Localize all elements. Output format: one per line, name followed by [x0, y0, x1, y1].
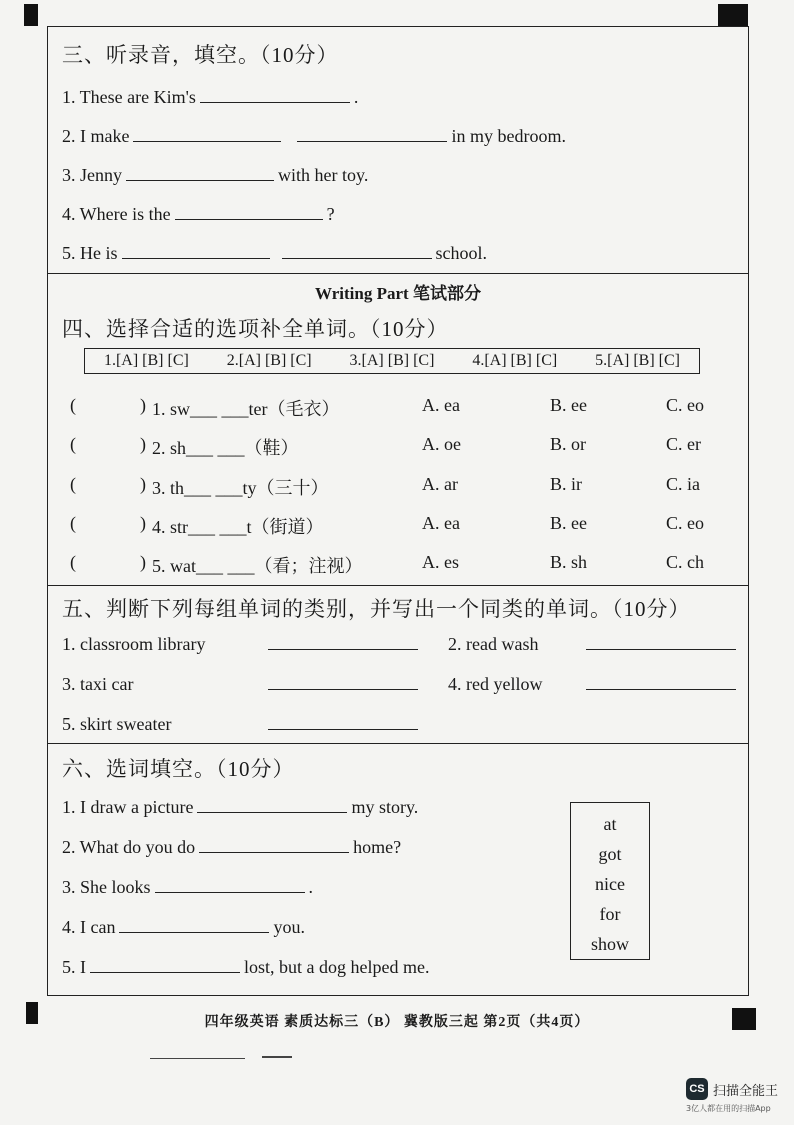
answer-blank[interactable]	[197, 811, 347, 813]
scanner-tagline: 3亿人都在用的扫描App	[686, 1104, 771, 1113]
s6-item-5: 5. I lost, but a dog helped me.	[62, 957, 430, 977]
answer-blank[interactable]	[126, 179, 274, 181]
answer-blank[interactable]	[200, 101, 350, 103]
exam-frame	[47, 26, 749, 996]
bleed-through-line	[262, 1056, 292, 1058]
option-b: B. ee	[550, 513, 587, 533]
word-bank-item: nice	[595, 874, 625, 894]
word-bank-item: show	[590, 934, 629, 954]
word-bank-item: for	[599, 904, 621, 924]
option-c: C. eo	[666, 513, 704, 533]
writing-part-title: Writing Part 笔试部分	[315, 284, 481, 303]
answer-blank[interactable]	[119, 931, 269, 933]
cs-scanner-icon: CS	[686, 1078, 708, 1100]
s6-item-4: 4. I can you.	[62, 917, 305, 937]
bleed-through-line	[150, 1058, 245, 1059]
option-c: C. er	[666, 434, 701, 454]
answer-blank[interactable]	[282, 257, 432, 259]
s5-item-1: 1. classroom library	[62, 634, 422, 655]
answer-slot[interactable]: 4.[A] [B] [C]	[472, 352, 558, 369]
option-b: B. ee	[550, 395, 587, 415]
answer-slot[interactable]: 1.[A] [B] [C]	[103, 352, 189, 369]
s4-item-2: ( ) 2. sh___ ___（鞋） A. oe B. or C. er	[70, 434, 701, 458]
section3-heading: 三、听录音，填空。（10分）	[62, 43, 339, 67]
option-c: C. ch	[666, 552, 704, 572]
option-a: A. es	[422, 552, 459, 572]
s4-item-4: ( ) 4. str___ ___t（街道） A. ea B. ee C. eo	[70, 513, 704, 537]
registration-mark-top-right	[718, 4, 748, 26]
s3-item-1: 1. These are Kim's .	[62, 87, 359, 107]
s3-item-4: 4. Where is the ?	[62, 204, 335, 224]
divider	[48, 743, 748, 744]
option-b: B. or	[550, 434, 586, 454]
option-b: B. sh	[550, 552, 588, 572]
answer-blank[interactable]	[133, 140, 281, 142]
s3-item-2: 2. I make in my bedroom.	[62, 126, 566, 146]
answer-blank[interactable]	[199, 851, 349, 853]
s3-item-5: 5. He is school.	[62, 243, 487, 263]
scanner-logo	[686, 1078, 778, 1100]
option-a: A. oe	[422, 434, 461, 454]
option-a: A. ar	[422, 474, 458, 494]
s5-item-5: 5. skirt sweater	[62, 714, 422, 735]
answer-blank[interactable]	[268, 688, 418, 690]
divider	[48, 585, 748, 586]
answer-blank[interactable]	[586, 648, 736, 650]
s4-item-5: ( ) 5. wat___ ___（看；注视） A. es B. sh C. ch	[70, 552, 704, 576]
s4-item-1: ( ) 1. sw___ ___ter（毛衣） A. ea B. ee C. eo	[70, 395, 704, 419]
s6-item-3: 3. She looks .	[62, 877, 314, 897]
answer-blank[interactable]	[586, 688, 736, 690]
answer-blank[interactable]	[155, 891, 305, 893]
answer-sheet-box	[84, 348, 700, 374]
option-b: B. ir	[550, 474, 583, 494]
answer-slot[interactable]: 5.[A] [B] [C]	[595, 352, 681, 369]
option-c: C. ia	[666, 474, 700, 494]
word-bank-item: got	[598, 844, 622, 864]
section4-heading: 四、选择合适的选项补全单词。（10分）	[62, 317, 449, 341]
divider	[48, 273, 748, 274]
answer-blank[interactable]	[122, 257, 270, 259]
s5-item-2: 2. read wash	[448, 634, 740, 655]
option-c: C. eo	[666, 395, 704, 415]
answer-blank[interactable]	[268, 728, 418, 730]
registration-mark-top-left	[24, 4, 38, 26]
word-bank-box	[570, 802, 650, 960]
answer-blank[interactable]	[297, 140, 447, 142]
option-a: A. ea	[422, 513, 460, 533]
answer-slot[interactable]: 3.[A] [B] [C]	[349, 352, 435, 369]
s4-item-3: ( ) 3. th___ ___ty（三十） A. ar B. ir C. ia	[70, 474, 700, 498]
s6-item-1: 1. I draw a picture my story.	[62, 797, 419, 817]
answer-blank[interactable]	[268, 648, 418, 650]
s5-item-3: 3. taxi car	[62, 674, 422, 695]
answer-blank[interactable]	[90, 971, 240, 973]
section6-heading: 六、选词填空。（10分）	[62, 757, 295, 781]
s3-item-3: 3. Jenny with her toy.	[62, 165, 369, 185]
answer-blank[interactable]	[175, 218, 323, 220]
s5-item-4: 4. red yellow	[448, 674, 740, 695]
word-bank-item: at	[603, 814, 617, 834]
option-a: A. ea	[422, 395, 460, 415]
scanner-name: 扫描全能王	[713, 1083, 779, 1099]
s6-item-2: 2. What do you do home?	[62, 837, 402, 857]
page-footer: 四年级英语 素质达标三（B） 冀教版三起 第2页（共4页）	[204, 1015, 590, 1030]
answer-slot[interactable]: 2.[A] [B] [C]	[226, 352, 312, 369]
section5-heading: 五、判断下列每组单词的类别，并写出一个同类的单词。（10分）	[62, 597, 691, 621]
